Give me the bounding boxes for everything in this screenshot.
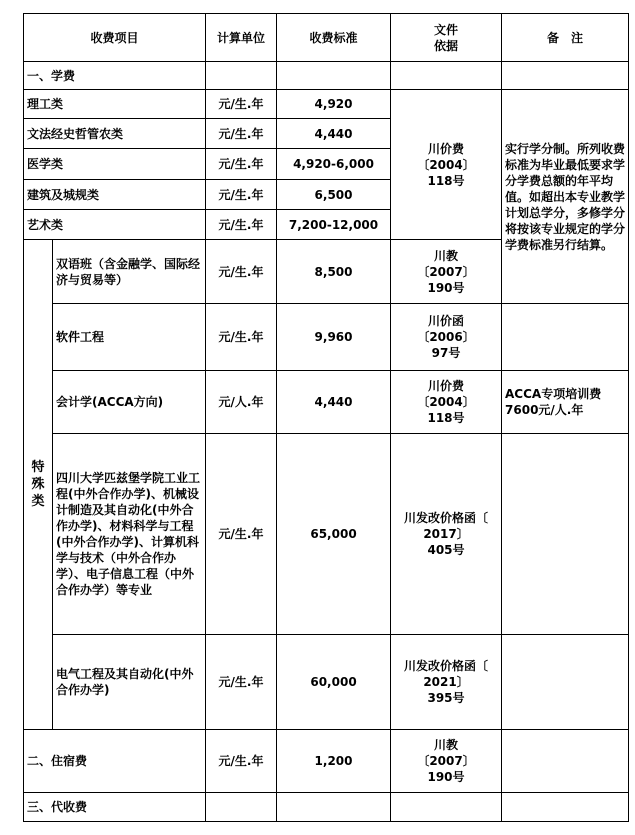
header-unit: 计算单位 — [206, 14, 277, 62]
item-cell: 医学类 — [24, 149, 206, 180]
item-cell: 会计学(ACCA方向) — [53, 371, 206, 434]
special-category-label: 特 殊 类 — [24, 240, 53, 730]
unit-cell: 元/生.年 — [206, 240, 277, 304]
item-cell: 艺术类 — [24, 210, 206, 240]
section-row — [24, 793, 629, 822]
unit-cell: 元/生.年 — [206, 119, 277, 149]
standard-cell: 4,440 — [277, 371, 391, 434]
section-row — [24, 62, 629, 90]
item-cell: 软件工程 — [53, 304, 206, 371]
doc-cell: 川发改价格函〔 2017〕 405号 — [391, 434, 502, 635]
standard-cell: 4,440 — [277, 119, 391, 149]
section-title-tuition: 一、学费 — [24, 62, 206, 90]
doc-cell: 川教 〔2007〕 190号 — [391, 730, 502, 793]
doc-cell: 川价费 〔2004〕 118号 — [391, 90, 502, 240]
doc-cell: 川发改价格函〔 2021〕 395号 — [391, 635, 502, 730]
unit-cell: 元/生.年 — [206, 180, 277, 210]
unit-cell: 元/生.年 — [206, 730, 277, 793]
doc-cell: 川价函 〔2006〕 97号 — [391, 304, 502, 371]
item-cell: 电气工程及其自动化(中外合作办学) — [53, 635, 206, 730]
header-item: 收费项目 — [24, 14, 206, 62]
table-row — [24, 730, 629, 793]
standard-cell: 4,920-6,000 — [277, 149, 391, 180]
standard-cell: 60,000 — [277, 635, 391, 730]
table-row — [24, 635, 629, 730]
table-row — [24, 304, 629, 371]
unit-cell: 元/生.年 — [206, 304, 277, 371]
remark-cell: 实行学分制。所列收费标准为毕业最低要求学分学费总额的年平均值。如超出本专业教学计划总学分，多修学分将按该专业规定的学分学费标准另行结算。 — [502, 90, 629, 304]
standard-cell: 1,200 — [277, 730, 391, 793]
fee-table — [23, 13, 629, 822]
item-cell: 文法经史哲管农类 — [24, 119, 206, 149]
header-doc: 文件 依据 — [391, 14, 502, 62]
standard-cell: 9,960 — [277, 304, 391, 371]
unit-cell: 元/生.年 — [206, 434, 277, 635]
item-cell: 四川大学匹兹堡学院工业工程(中外合作办学)、机械设计制造及其自动化(中外合作办学)、材料科学与工程(中外合作办学)、计算机科学与技术（中外合作办学）、电子信息工程（中外合作办学）等专业 — [53, 434, 206, 635]
unit-cell: 元/人.年 — [206, 371, 277, 434]
doc-cell: 川价费 〔2004〕 118号 — [391, 371, 502, 434]
item-cell: 双语班（含金融学、国际经济与贸易等） — [53, 240, 206, 304]
header-standard: 收费标准 — [277, 14, 391, 62]
unit-cell: 元/生.年 — [206, 149, 277, 180]
section-title-collection: 三、代收费 — [24, 793, 206, 822]
table-row — [24, 434, 629, 635]
unit-cell: 元/生.年 — [206, 90, 277, 119]
table-row — [24, 371, 629, 434]
remark-cell: ACCA专项培训费7600元/人.年 — [502, 371, 629, 434]
unit-cell: 元/生.年 — [206, 210, 277, 240]
standard-cell: 6,500 — [277, 180, 391, 210]
standard-cell: 65,000 — [277, 434, 391, 635]
unit-cell: 元/生.年 — [206, 635, 277, 730]
item-cell: 理工类 — [24, 90, 206, 119]
doc-cell: 川教 〔2007〕 190号 — [391, 240, 502, 304]
item-cell: 建筑及城规类 — [24, 180, 206, 210]
table-row — [24, 90, 629, 119]
standard-cell: 4,920 — [277, 90, 391, 119]
section-title-accommodation: 二、住宿费 — [24, 730, 206, 793]
header-remark: 备 注 — [502, 14, 629, 62]
standard-cell: 8,500 — [277, 240, 391, 304]
standard-cell: 7,200-12,000 — [277, 210, 391, 240]
header-row — [24, 14, 629, 62]
